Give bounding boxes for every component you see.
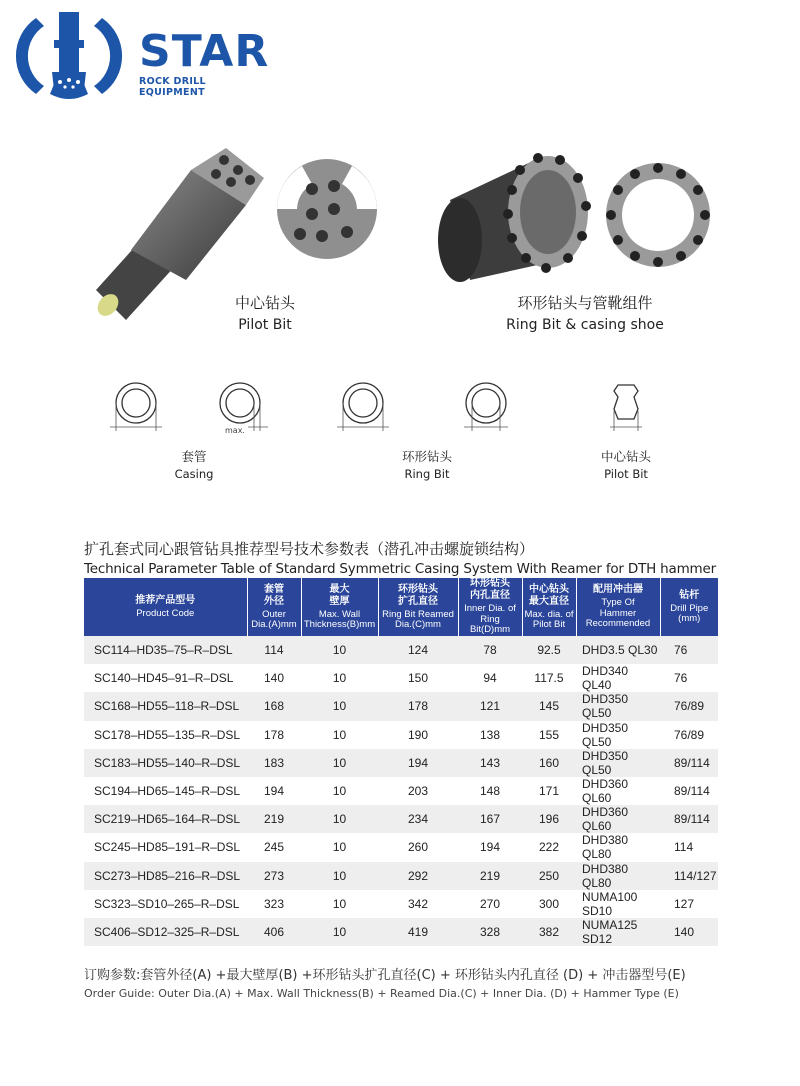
pilot-bit-label-cn: 中心钻头 <box>600 449 651 464</box>
header-product-code <box>84 578 247 636</box>
table-cell: 382 <box>522 918 576 946</box>
table-cell: SC178–HD55–135–R–DSL <box>94 727 241 742</box>
table-cell: SC183–HD55–140–R–DSL <box>84 749 247 777</box>
table-row <box>84 805 718 833</box>
ring-bit-caption <box>490 292 680 333</box>
table-cell: 76 <box>674 671 688 686</box>
table-cell: 245 <box>263 840 285 855</box>
table-cell: SC219–HD65–164–R–DSL <box>84 805 247 833</box>
brand-tagline: ROCK DRILL EQUIPMENT <box>139 76 206 98</box>
table-cell: SC114–HD35–75–R–DSL <box>84 636 247 664</box>
header-label-en: Product Code <box>136 607 195 619</box>
table-cell: DHD380 QL80 <box>576 862 660 890</box>
table-cell: 270 <box>479 896 501 911</box>
header-label-en: Ring Bit Reamed Dia.(C)mm <box>382 608 454 630</box>
ring-bit-label-en: Ring Bit <box>404 467 450 481</box>
order-guide <box>84 964 774 1000</box>
table-cell: 76 <box>660 636 718 664</box>
table-cell: SC273–HD85–216–R–DSL <box>84 862 247 890</box>
table-cell: 323 <box>263 896 285 911</box>
header-label-en: Outer Dia.(A)mm <box>251 608 297 630</box>
table-cell: 155 <box>538 727 560 742</box>
table-cell: 194 <box>263 784 285 799</box>
ring-bit-label <box>367 447 487 481</box>
table-cell: DHD360 QL60 <box>582 777 629 806</box>
ring-bit-inner-diagram-icon <box>458 375 514 435</box>
table-cell: 140 <box>660 918 718 946</box>
table-cell: 10 <box>332 727 347 742</box>
table-cell: 300 <box>538 896 560 911</box>
table-cell: DHD380 QL80 <box>582 833 629 862</box>
table-cell: DHD340 QL40 <box>582 664 629 693</box>
table-cell: DHD360 QL60 <box>576 805 660 833</box>
table-cell: 150 <box>407 671 429 686</box>
table-cell: 143 <box>458 749 522 777</box>
table-cell: 114 <box>247 636 301 664</box>
casing-label-en: Casing <box>174 467 214 481</box>
table-cell: 178 <box>378 692 458 720</box>
pilot-bit-caption-cn: 中心钻头 <box>234 294 295 312</box>
ring-bit-caption-cn: 环形钻头与管靴组件 <box>517 294 653 312</box>
table-cell: NUMA100 SD10 <box>582 889 638 918</box>
table-cell: DHD350 QL50 <box>582 720 629 749</box>
table-cell: 89/114 <box>674 784 710 799</box>
pilot-bit-caption-en: Pilot Bit <box>238 317 292 333</box>
ring-bit-casing-shoe-image <box>430 150 600 290</box>
table-title-en: Technical Parameter Table of Standard Symmetric Casing System With Reamer for DTH hammer <box>84 561 716 577</box>
brand-name: STAR <box>139 26 270 77</box>
table-row <box>84 890 718 918</box>
header-drill-pipe <box>660 578 718 636</box>
table-cell: 194 <box>479 840 501 855</box>
product-images <box>0 130 800 340</box>
table-cell: 78 <box>458 636 522 664</box>
table-row <box>84 862 718 890</box>
table-header-row <box>84 578 718 636</box>
table-cell: SC168–HD55–118–R–DSL <box>84 692 247 720</box>
ring-bit-face-image <box>603 160 713 270</box>
table-cell: NUMA125 SD12 <box>576 918 660 946</box>
pilot-bit-caption <box>190 292 340 333</box>
casing-label-cn: 套管 <box>181 449 207 464</box>
table-cell: 124 <box>378 636 458 664</box>
table-cell: SC140–HD45–91–R–DSL <box>94 671 234 686</box>
header-pilot-bit-dia <box>522 578 576 636</box>
table-cell: 121 <box>458 692 522 720</box>
parameter-table <box>84 578 718 946</box>
ring-bit-label-cn: 环形钻头 <box>401 449 452 464</box>
header-inner-dia <box>458 578 522 636</box>
table-row <box>84 749 718 777</box>
pilot-bit-label-en: Pilot Bit <box>604 467 648 481</box>
table-cell: SC245–HD85–191–R–DSL <box>94 840 241 855</box>
table-cell: 140 <box>263 671 285 686</box>
table-cell: 203 <box>407 784 429 799</box>
table-cell: 94 <box>483 671 497 686</box>
table-cell: 167 <box>458 805 522 833</box>
header-label-cn: 钻杆 <box>679 589 700 601</box>
table-cell: 190 <box>407 727 429 742</box>
table-cell: 10 <box>301 805 378 833</box>
table-cell: 76/89 <box>674 727 705 742</box>
table-cell: SC406–SD12–325–R–DSL <box>84 918 247 946</box>
table-cell: 260 <box>407 840 429 855</box>
order-guide-en: Order Guide: Outer Dia.(A) + Max. Wall Thickness(B) + Reamed Dia.(C) + Inner Dia. (D) + Hammer Type (E) <box>84 987 679 1000</box>
table-cell: 10 <box>332 896 347 911</box>
pilot-bit-face-image <box>272 154 382 264</box>
table-cell: 328 <box>458 918 522 946</box>
ring-bit-caption-en: Ring Bit & casing shoe <box>506 317 664 333</box>
table-cell: 10 <box>301 749 378 777</box>
table-cell: 292 <box>378 862 458 890</box>
header-label-en: Max. Wall Thickness(B)mm <box>303 608 376 630</box>
table-cell: 10 <box>332 784 347 799</box>
table-cell: 183 <box>247 749 301 777</box>
header-label-cn: 套管 外径 <box>264 583 284 607</box>
table-cell: 92.5 <box>522 636 576 664</box>
order-guide-cn: 订购参数:套管外径(A) +最大壁厚(B) +环形钻头扩孔直径(C) + 环形钻头内孔直径 (D) + 冲击器型号(E) <box>84 968 686 983</box>
table-cell: 234 <box>378 805 458 833</box>
table-cell: 148 <box>479 784 501 799</box>
table-cell: 89/114 <box>660 805 718 833</box>
table-cell: 127 <box>674 896 695 911</box>
table-cell: 342 <box>407 896 429 911</box>
table-cell: 10 <box>332 840 347 855</box>
table-cell: DHD350 QL50 <box>576 749 660 777</box>
table-cell: 117.5 <box>534 671 564 686</box>
table-cell: 194 <box>378 749 458 777</box>
table-cell: 10 <box>301 636 378 664</box>
table-cell: 114/127 <box>660 862 718 890</box>
header-label-en: Drill Pipe (mm) <box>670 602 709 624</box>
header-label-cn: 推荐产品型号 <box>135 594 196 606</box>
table-cell: 76/89 <box>660 692 718 720</box>
brand-logo <box>14 10 274 102</box>
table-row <box>84 833 718 861</box>
header-label-en: Type Of Hammer Recommended <box>585 597 651 630</box>
casing-diagram-icon <box>108 375 164 435</box>
header-wall-thickness <box>301 578 378 636</box>
table-cell: 160 <box>522 749 576 777</box>
table-row <box>84 918 718 946</box>
header-label-cn: 配用冲击器 <box>593 584 643 596</box>
header-label-cn: 最大 壁厚 <box>329 583 350 607</box>
header-label-en: Max. dia. of Pilot Bit <box>524 608 574 630</box>
header-reamed-dia <box>378 578 458 636</box>
max-dimension-label: max. <box>225 426 245 435</box>
table-cell: 419 <box>378 918 458 946</box>
table-cell: DHD3.5 QL30 <box>576 636 660 664</box>
table-cell: 114 <box>674 840 694 855</box>
logo-emblem-icon <box>14 10 124 102</box>
table-cell: 145 <box>522 692 576 720</box>
casing-label <box>134 447 254 481</box>
table-cell: 219 <box>458 862 522 890</box>
header-outer-dia <box>247 578 301 636</box>
table-title-cn: 扩孔套式同心跟管钻具推荐型号技术参数表（潜孔冲击螺旋锁结构） <box>84 540 535 558</box>
table-row <box>84 777 718 805</box>
header-label-en: Inner Dia. of Ring Bit(D)mm <box>464 603 516 636</box>
table-cell: 168 <box>247 692 301 720</box>
table-cell: 178 <box>263 727 285 742</box>
header-hammer-type <box>576 578 660 636</box>
table-cell: 222 <box>538 840 560 855</box>
table-cell: 250 <box>522 862 576 890</box>
pilot-bit-label <box>566 447 686 481</box>
table-row <box>84 692 718 720</box>
table-cell: DHD350 QL50 <box>576 692 660 720</box>
header-label-cn: 环形钻头 扩孔直径 <box>398 583 438 607</box>
table-cell: 10 <box>301 862 378 890</box>
table-row <box>84 664 718 692</box>
table-cell: 89/114 <box>660 749 718 777</box>
header-label-cn: 中心钻头 最大直径 <box>529 583 569 607</box>
table-cell: 10 <box>301 918 378 946</box>
ring-bit-diagram-icon <box>335 375 391 435</box>
header-label-cn: 环形钻头 内孔直径 <box>470 578 510 602</box>
pilot-bit-diagram-icon <box>606 375 646 435</box>
table-cell: 406 <box>247 918 301 946</box>
table-cell: 196 <box>522 805 576 833</box>
table-cell: 10 <box>301 692 378 720</box>
table-cell: 273 <box>247 862 301 890</box>
table-cell: SC194–HD65–145–R–DSL <box>94 784 241 799</box>
table-cell: 219 <box>247 805 301 833</box>
table-cell: 171 <box>538 784 560 799</box>
table-cell: SC323–SD10–265–R–DSL <box>94 896 240 911</box>
table-row <box>84 636 718 664</box>
cross-section-diagrams <box>0 375 800 485</box>
table-cell: 138 <box>479 727 501 742</box>
table-row <box>84 721 718 749</box>
table-cell: 10 <box>332 671 347 686</box>
